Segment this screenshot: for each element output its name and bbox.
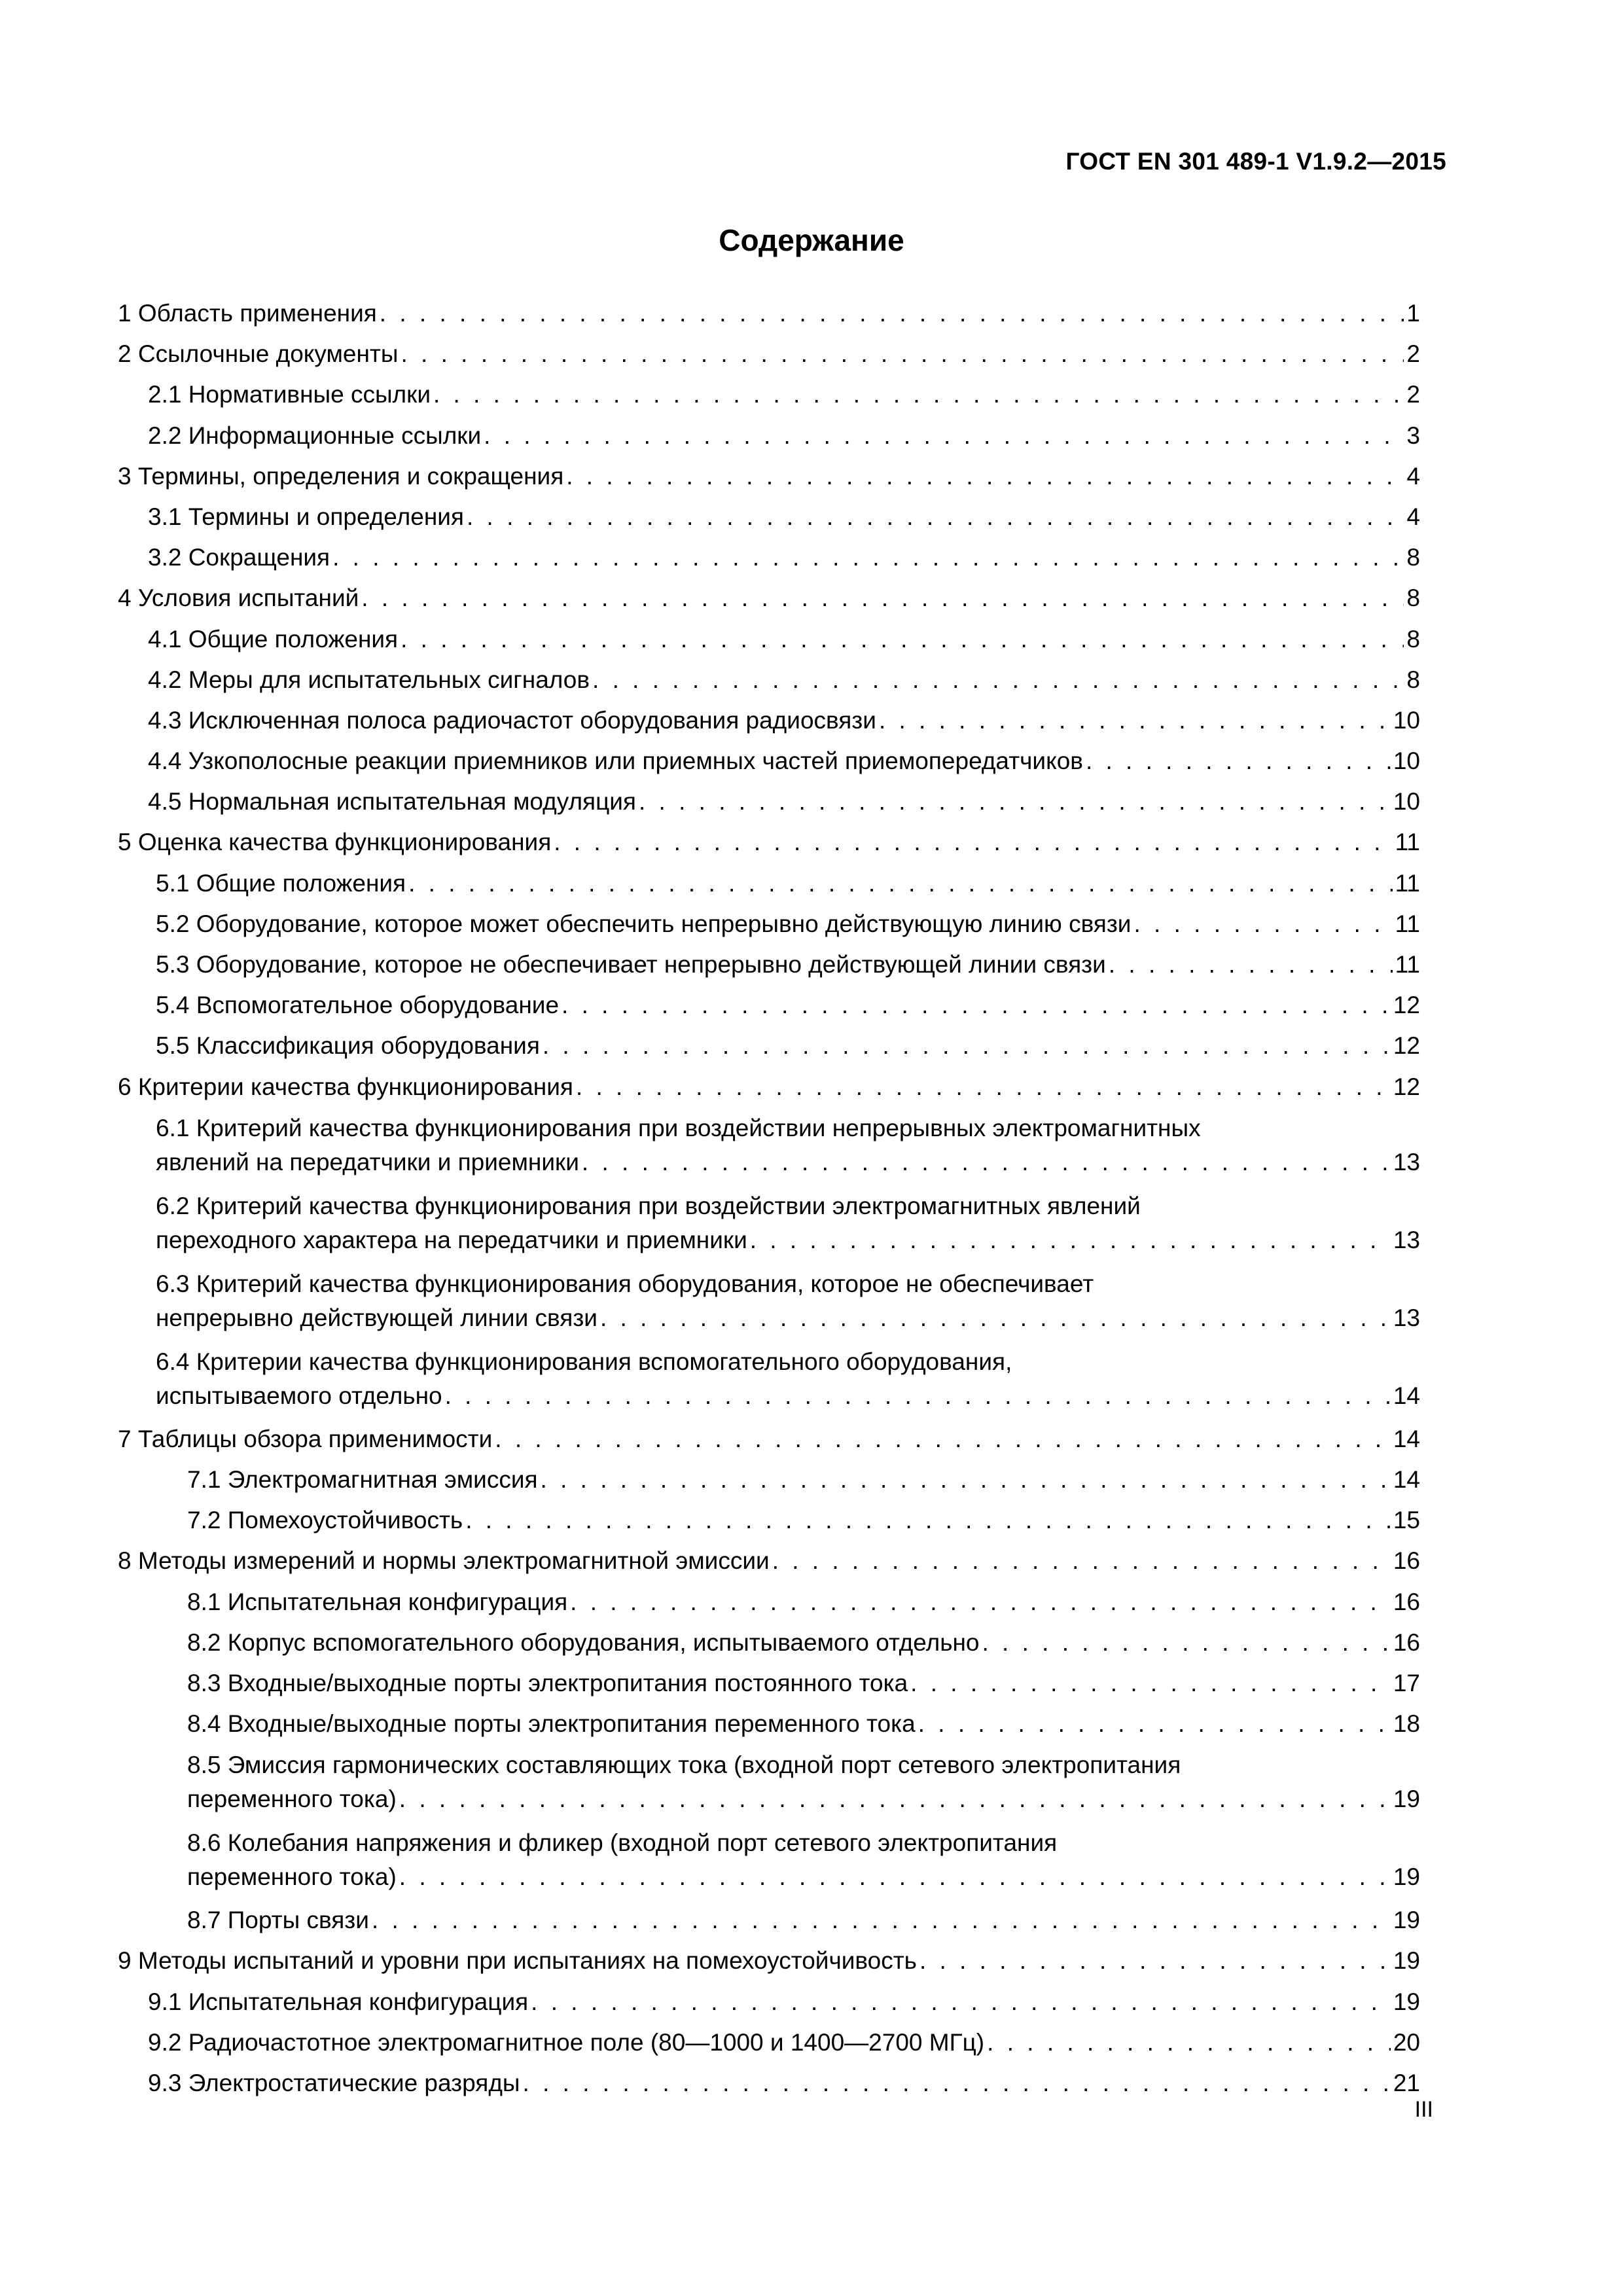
toc-page-number: 14 — [1393, 1465, 1420, 1493]
toc-entry[interactable] — [118, 1419, 1420, 1460]
toc-entry-title: 8.6 Колебания напряжения и фликер (входной порт сетевого электропитания — [187, 1829, 1058, 1857]
toc-entry-title: 8.1 Испытательная конфигурация — [187, 1588, 568, 1615]
toc-entry-title: 9.3 Электростатические разряды — [148, 2070, 520, 2096]
toc-entry-title: 8 Методы измерений и нормы электромагнитной эмиссии — [118, 1547, 770, 1575]
toc-entry[interactable] — [118, 1704, 1420, 1744]
toc-entry-title: 4.2 Меры для испытательных сигналов — [148, 666, 590, 693]
dot-leader — [570, 1582, 1391, 1623]
dot-leader — [1086, 741, 1391, 781]
toc-page-number: 19 — [1393, 1863, 1420, 1891]
toc-page-number: 4 — [1406, 462, 1420, 490]
dot-leader — [401, 619, 1404, 660]
dot-leader — [465, 1500, 1391, 1541]
toc-entry-title-continued: переменного тока) — [187, 1863, 397, 1891]
toc-entry[interactable] — [118, 985, 1420, 1026]
toc-entry-title: 7.2 Помехоустойчивость — [187, 1507, 463, 1534]
table-of-contents — [118, 293, 1420, 2104]
toc-page-number: 8 — [1406, 584, 1420, 612]
toc-entry[interactable] — [118, 1623, 1420, 1663]
dot-leader — [1109, 944, 1393, 985]
toc-entry-title: 3.1 Термины и определения — [148, 503, 464, 530]
toc-entry[interactable] — [118, 619, 1420, 660]
toc-entry-title: 6.4 Критерии качества функционирования вспомогательного оборудования, — [156, 1348, 1012, 1375]
toc-entry-title: 1 Область применения — [118, 300, 377, 327]
dot-leader — [982, 1623, 1391, 1663]
toc-page-number: 13 — [1393, 1226, 1420, 1253]
dot-leader — [987, 2022, 1391, 2063]
toc-entry-title-continued: испытываемого отдельно — [156, 1382, 442, 1409]
toc-entry-title: 8.5 Эмиссия гармонических составляющих тока (входной порт сетевого электропитания — [187, 1751, 1181, 1779]
toc-entry-title: 6.3 Критерий качества функционирования оборудования, которое не обеспечивает — [156, 1270, 1094, 1297]
document-designation: ГОСТ EN 301 489-1 V1.9.2—2015 — [1065, 148, 1446, 175]
toc-entry-title: 4 Условия испытаний — [118, 584, 359, 612]
toc-entry[interactable] — [118, 456, 1420, 497]
toc-entry-title-continued: переменного тока) — [187, 1785, 397, 1813]
toc-page-number: 12 — [1393, 1032, 1420, 1060]
toc-page-number: 19 — [1393, 1947, 1420, 1975]
toc-entry-title: 9.2 Радиочастотное электромагнитное поле (80—1000 и 1400—2700 МГц) — [148, 2028, 985, 2056]
toc-entry[interactable] — [118, 944, 1420, 985]
toc-page-number: 4 — [1406, 503, 1420, 530]
toc-entry[interactable] — [118, 416, 1420, 456]
dot-leader — [562, 985, 1391, 1026]
toc-page-number: 1 — [1406, 300, 1420, 327]
toc-entry-title: 6.2 Критерий качества функционирования при воздействии электромагнитных явлений — [156, 1192, 1141, 1219]
toc-entry-title-continued: явлений на передатчики и приемники — [156, 1148, 579, 1175]
dot-leader — [361, 578, 1404, 619]
toc-entry-title-continued: переходного характера на передатчики и приемники — [156, 1226, 747, 1253]
dot-leader — [408, 863, 1392, 904]
toc-entry-title: 7.1 Электромагнитная эмиссия — [187, 1465, 538, 1493]
toc-entry-title: 5.1 Общие положения — [156, 869, 406, 897]
toc-page-number: 11 — [1395, 869, 1420, 897]
page-number: III — [1414, 2097, 1433, 2122]
toc-entry[interactable] — [118, 1582, 1420, 1623]
toc-entry[interactable] — [118, 1663, 1420, 1704]
toc-entry[interactable] — [118, 2063, 1420, 2104]
dot-leader — [531, 1982, 1391, 2022]
toc-page-number: 2 — [1406, 381, 1420, 408]
toc-entry-title: 6.1 Критерий качества функционирования при воздействии непрерывных электромагнитных — [156, 1114, 1201, 1141]
toc-entry-title: 8.3 Входные/выходные порты электропитания постоянного тока — [187, 1669, 908, 1696]
toc-entry-title: 7 Таблицы обзора применимости — [118, 1425, 493, 1452]
page-title: Содержание — [719, 223, 904, 257]
toc-page-number: 2 — [1406, 340, 1420, 368]
toc-entry[interactable] — [118, 1982, 1420, 2022]
toc-entry[interactable] — [118, 1460, 1420, 1500]
toc-entry[interactable] — [118, 578, 1420, 619]
toc-page-number: 12 — [1393, 1073, 1420, 1100]
toc-entry-title: 8.7 Порты связи — [187, 1907, 369, 1934]
toc-entry[interactable] — [118, 1827, 1420, 1900]
toc-entry[interactable] — [118, 1900, 1420, 1941]
dot-leader — [495, 1419, 1391, 1460]
toc-entry-title-continued: непрерывно действующей линии связи — [156, 1304, 597, 1331]
toc-page-number: 12 — [1393, 992, 1420, 1019]
dot-leader — [372, 1900, 1391, 1941]
dot-leader — [433, 374, 1404, 415]
dot-leader — [1133, 904, 1392, 944]
toc-entry[interactable] — [118, 863, 1420, 904]
toc-entry[interactable] — [118, 2022, 1420, 2063]
dot-leader — [919, 1941, 1391, 1981]
dot-leader — [566, 456, 1404, 497]
dot-leader — [750, 1222, 1391, 1258]
toc-page-number: 11 — [1395, 951, 1420, 978]
dot-leader — [910, 1663, 1391, 1704]
toc-entry[interactable] — [118, 1749, 1420, 1822]
toc-entry[interactable] — [118, 537, 1420, 578]
dot-leader — [541, 1460, 1391, 1500]
toc-page-number: 17 — [1393, 1669, 1420, 1696]
toc-entry[interactable] — [118, 1113, 1420, 1185]
dot-leader — [399, 1781, 1391, 1817]
dot-leader — [600, 1300, 1391, 1336]
toc-page-number: 13 — [1393, 1148, 1420, 1175]
toc-entry[interactable] — [118, 1191, 1420, 1263]
dot-leader — [445, 1378, 1391, 1414]
toc-page-number: 18 — [1393, 1710, 1420, 1738]
dot-leader — [576, 1067, 1391, 1107]
toc-entry[interactable] — [118, 1346, 1420, 1419]
dot-leader — [879, 700, 1391, 741]
toc-entry[interactable] — [118, 1268, 1420, 1341]
toc-page-number: 14 — [1393, 1425, 1420, 1452]
toc-entry[interactable] — [118, 781, 1420, 822]
toc-entry[interactable] — [118, 741, 1420, 781]
toc-page-number: 11 — [1395, 829, 1420, 856]
dot-leader — [592, 660, 1404, 700]
dot-leader — [332, 537, 1404, 578]
toc-entry[interactable] — [118, 334, 1420, 374]
toc-entry-title: 3 Термины, определения и сокращения — [118, 462, 564, 490]
dot-leader — [554, 822, 1392, 863]
toc-entry-title: 3.2 Сокращения — [148, 544, 330, 571]
toc-page-number: 8 — [1406, 544, 1420, 571]
toc-page-number: 10 — [1393, 747, 1420, 775]
toc-page-number: 10 — [1393, 706, 1420, 734]
toc-entry-title: 2.1 Нормативные ссылки — [148, 381, 431, 408]
toc-entry-title: 9 Методы испытаний и уровни при испытаниях на помехоустойчивость — [118, 1947, 917, 1975]
toc-page-number: 20 — [1393, 2028, 1420, 2056]
toc-entry[interactable] — [118, 497, 1420, 537]
toc-entry[interactable] — [118, 700, 1420, 741]
toc-page-number: 14 — [1393, 1382, 1420, 1409]
toc-page-number: 13 — [1393, 1304, 1420, 1331]
toc-entry[interactable] — [118, 1541, 1420, 1581]
dot-leader — [484, 416, 1404, 456]
toc-page-number: 16 — [1393, 1628, 1420, 1656]
toc-entry-title: 5 Оценка качества функционирования — [118, 829, 552, 856]
toc-entry-title: 2.2 Информационные ссылки — [148, 422, 482, 449]
toc-entry-title: 4.1 Общие положения — [148, 625, 399, 653]
toc-page-number: 19 — [1393, 1785, 1420, 1813]
toc-entry[interactable] — [118, 904, 1420, 944]
dot-leader — [582, 1144, 1391, 1180]
toc-entry[interactable] — [118, 293, 1420, 334]
dot-leader — [399, 1859, 1391, 1895]
toc-entry-title: 8.2 Корпус вспомогательного оборудования, испытываемого отдельно — [187, 1628, 980, 1656]
toc-entry-title: 2 Ссылочные документы — [118, 340, 399, 368]
toc-page-number: 10 — [1393, 788, 1420, 816]
toc-page-number: 11 — [1395, 910, 1420, 937]
toc-page-number: 19 — [1393, 1988, 1420, 2015]
toc-page-number: 8 — [1406, 625, 1420, 653]
toc-page-number: 16 — [1393, 1547, 1420, 1575]
toc-entry-title: 8.4 Входные/выходные порты электропитания переменного тока — [187, 1710, 916, 1738]
dot-leader — [543, 1026, 1391, 1066]
toc-entry[interactable] — [118, 1941, 1420, 1981]
toc-page-number: 3 — [1406, 422, 1420, 449]
toc-entry-title: 4.3 Исключенная полоса радиочастот оборудования радиосвязи — [148, 706, 876, 734]
toc-entry-title: 5.2 Оборудование, которое может обеспечить непрерывно действующую линию связи — [156, 910, 1132, 937]
toc-entry-title: 5.5 Классификация оборудования — [156, 1032, 540, 1060]
toc-page-number: 19 — [1393, 1907, 1420, 1934]
toc-entry[interactable] — [118, 1026, 1420, 1066]
toc-entry-title: 5.4 Вспомогательное оборудование — [156, 992, 560, 1019]
toc-page-number: 21 — [1393, 2070, 1420, 2096]
toc-entry[interactable] — [118, 1067, 1420, 1107]
toc-entry[interactable] — [118, 822, 1420, 863]
dot-leader — [380, 293, 1404, 334]
toc-entry[interactable] — [118, 374, 1420, 415]
toc-entry-title: 4.4 Узкополосные реакции приемников или приемных частей приемопередатчиков — [148, 747, 1083, 775]
toc-entry-title: 9.1 Испытательная конфигурация — [148, 1988, 529, 2015]
toc-page-number: 16 — [1393, 1588, 1420, 1615]
dot-leader — [772, 1541, 1391, 1581]
toc-page-number: 8 — [1406, 666, 1420, 693]
toc-entry-title: 5.3 Оборудование, которое не обеспечивает непрерывно действующей линии связи — [156, 951, 1106, 978]
dot-leader — [467, 497, 1404, 537]
dot-leader — [918, 1704, 1391, 1744]
dot-leader — [639, 781, 1391, 822]
dot-leader — [523, 2063, 1391, 2104]
toc-entry[interactable] — [118, 1500, 1420, 1541]
toc-entry-title: 6 Критерии качества функционирования — [118, 1073, 573, 1100]
toc-entry-title: 4.5 Нормальная испытательная модуляция — [148, 788, 636, 816]
toc-page-number: 15 — [1393, 1507, 1420, 1534]
dot-leader — [401, 334, 1404, 374]
toc-entry[interactable] — [118, 660, 1420, 700]
